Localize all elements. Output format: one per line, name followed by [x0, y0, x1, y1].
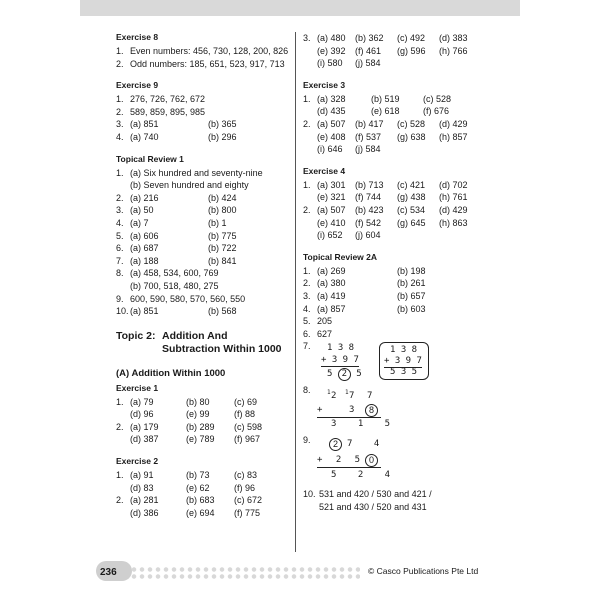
answer-cell: (a) 851	[130, 119, 159, 130]
addition-middle: + 2 5	[317, 455, 365, 466]
answer-cell: (a) 7	[130, 217, 149, 228]
answer-row	[303, 105, 493, 118]
answer-cell: (b) 519	[371, 93, 400, 104]
exercise-2-answers	[116, 469, 286, 519]
answer-row	[303, 143, 493, 156]
answer-cell: (b) 362	[355, 33, 384, 43]
question-number: 3.	[303, 290, 311, 301]
answer-row	[303, 131, 493, 144]
answer-cell: (i) 580	[317, 58, 343, 69]
answer-cell: (a) 507	[317, 204, 346, 215]
answer-row	[116, 469, 286, 482]
question-number: 6.	[303, 328, 311, 339]
question-number: 4.	[116, 217, 124, 228]
question-number: 1.	[116, 396, 124, 407]
answer-row	[303, 93, 493, 106]
question-10	[303, 488, 493, 513]
addition-top: 1 3 8	[327, 343, 355, 354]
answer-cell: (d) 702	[439, 179, 468, 190]
answer-cell: (j) 604	[355, 230, 381, 241]
answer-cell: 589, 859, 895, 985	[130, 106, 206, 117]
addition-top: 1 3 8	[390, 345, 418, 356]
circled-digit: 2	[338, 368, 351, 381]
question-number: 1.	[303, 265, 311, 276]
answer-text: Odd numbers: 185, 651, 523, 917, 713	[130, 58, 285, 69]
answer-cell: (a) 281	[130, 495, 159, 506]
answer-row	[116, 494, 286, 507]
question-number: 10.	[116, 306, 129, 317]
answer-cell: (a) 480	[317, 33, 346, 43]
boxed-working	[379, 342, 429, 380]
result-digit: 5	[327, 369, 333, 380]
section-a-heading: (A) Addition Within 1000	[116, 367, 226, 379]
copyright-notice: © Casco Publications Pte Ltd	[368, 566, 479, 576]
addition-middle-row	[317, 453, 381, 468]
topic-heading	[116, 330, 286, 356]
exercise-4-heading: Exercise 4	[303, 165, 346, 176]
exercise-8-heading: Exercise 8	[116, 32, 159, 42]
answer-cell: (g) 645	[397, 217, 426, 228]
answer-cell: (a) 188	[130, 255, 159, 266]
topical-review-1-answers	[116, 167, 286, 318]
addition-middle-row	[317, 404, 381, 418]
question-number: 2.	[303, 278, 311, 289]
answer-cell: (d) 383	[439, 33, 468, 43]
answer-row	[303, 328, 493, 341]
answer-row	[116, 118, 286, 131]
question-number: 2.	[116, 192, 124, 203]
answer-row	[116, 45, 289, 58]
addition-top: 7	[349, 391, 355, 402]
question-number: 5.	[116, 230, 124, 241]
answer-row	[116, 242, 286, 255]
question-number: 2.	[116, 106, 124, 117]
answer-line: 531 and 420 / 530 and 421 /	[319, 489, 432, 500]
result-digit: 5	[356, 369, 362, 380]
answer-cell: (b) 417	[355, 118, 384, 129]
answer-cell: (f) 542	[355, 217, 382, 228]
question-number: 4.	[303, 303, 311, 314]
exercise-2-continued-answers	[303, 32, 493, 70]
answer-cell: (b) 775	[208, 230, 237, 241]
answer-cell: (b) 841	[208, 255, 237, 266]
question-number: 8.	[303, 385, 311, 396]
answer-cell: (a) 380	[317, 278, 346, 289]
answer-row	[116, 217, 286, 230]
answer-cell: (b) 603	[397, 303, 426, 314]
answer-cell: (c) 598	[234, 421, 263, 432]
answer-cell: (c) 528	[397, 118, 426, 129]
answer-cell: (j) 584	[355, 144, 381, 155]
answer-cell: (a) 301	[317, 179, 346, 190]
answer-cell: (e) 99	[186, 409, 210, 420]
answer-cell: (f) 461	[355, 45, 382, 56]
top-banner	[80, 0, 520, 16]
answer-row	[116, 293, 286, 306]
answer-cell: (f) 96	[234, 482, 256, 493]
answer-cell: 627	[317, 328, 333, 339]
question-number: 3.	[303, 33, 311, 43]
exercise-3-answers	[303, 93, 493, 156]
answer-cell: (a) 419	[317, 290, 346, 301]
answer-cell: (e) 789	[186, 434, 215, 445]
answer-cell: (b) 289	[186, 421, 215, 432]
answer-cell: (c) 421	[397, 179, 426, 190]
answer-cell: (d) 429	[439, 204, 468, 215]
answer-cell: (b) 713	[355, 179, 384, 190]
answer-cell: (b) 73	[186, 470, 210, 481]
answer-cell: (b) 424	[208, 192, 237, 203]
question-number: 2.	[303, 118, 311, 129]
answer-cell: (e) 410	[317, 217, 346, 228]
question-number: 7.	[303, 341, 311, 352]
addition-top: 7	[367, 391, 373, 402]
question-number: 1.	[116, 94, 124, 105]
question-number: 3.	[116, 205, 124, 216]
exercise-1-answers	[116, 396, 286, 446]
answer-cell: (a) 91	[130, 470, 154, 481]
question-number: 3.	[116, 119, 124, 130]
answer-cell: 205	[317, 316, 333, 327]
answer-cell: (c) 83	[234, 470, 258, 481]
answer-row	[303, 265, 493, 278]
answer-cell: (d) 386	[130, 507, 159, 518]
question-number: 2.	[303, 204, 311, 215]
answer-cell: (h) 857	[439, 131, 468, 142]
answer-cell: (b) 800	[208, 205, 237, 216]
topic-title: Addition And Subtraction Within 1000	[162, 329, 282, 355]
answer-cell: 276, 726, 762, 672	[130, 94, 206, 105]
answer-row	[303, 303, 493, 316]
addition-result	[327, 368, 362, 381]
answer-line: 521 and 430 / 520 and 431	[319, 501, 427, 512]
answer-cell: (c) 69	[234, 396, 258, 407]
answer-cell: (b) 700, 518, 480, 275	[130, 280, 219, 291]
answer-cell: (a) 851	[130, 306, 159, 317]
answer-row	[303, 204, 493, 217]
question-number: 6.	[116, 243, 124, 254]
answer-row	[116, 482, 286, 495]
answer-row	[116, 267, 286, 280]
plus-sign: +	[317, 405, 323, 416]
exercise-9-answers	[116, 93, 286, 143]
answer-cell: (e) 392	[317, 45, 346, 56]
question-number: 1.	[303, 93, 311, 104]
exercise-4-answers	[303, 179, 493, 242]
answer-cell: (a) 857	[317, 303, 346, 314]
answer-cell: (h) 766	[439, 45, 468, 56]
exercise-1-heading: Exercise 1	[116, 382, 159, 393]
page-number: 236	[100, 567, 117, 578]
answer-row	[116, 408, 286, 421]
exercise-3-heading: Exercise 3	[303, 79, 346, 90]
question-number: 5.	[303, 316, 311, 327]
decorative-dots	[130, 566, 360, 580]
answer-cell: (a) 740	[130, 131, 159, 142]
answer-row	[116, 93, 286, 106]
answer-cell: (b) 423	[355, 204, 384, 215]
answer-cell: (b) 1	[208, 217, 227, 228]
answer-row	[116, 179, 286, 192]
answer-cell: (b) 657	[397, 290, 426, 301]
answer-row	[116, 58, 286, 71]
question-number: 8.	[116, 268, 124, 279]
topical-review-2a-answers	[303, 265, 493, 341]
question-7	[303, 342, 493, 380]
addition-result: 5 3 5	[390, 367, 418, 378]
answer-cell: (e) 321	[317, 192, 346, 203]
answer-cell: (e) 694	[186, 507, 215, 518]
answer-cell: (c) 528	[423, 93, 452, 104]
answer-cell: (b) 296	[208, 131, 237, 142]
carry-digit: 1	[345, 389, 349, 397]
answer-cell: (a) 50	[130, 205, 154, 216]
answer-row	[303, 229, 493, 242]
answer-row	[116, 106, 286, 119]
question-number: 10.	[303, 489, 316, 500]
answer-cell: (a) 687	[130, 243, 159, 254]
left-column	[116, 32, 289, 519]
answer-row	[303, 277, 493, 290]
answer-cell: (d) 429	[439, 118, 468, 129]
addition-top: 2	[331, 391, 337, 402]
answer-row	[116, 396, 286, 409]
answer-cell: (b) Seven hundred and eighty	[130, 180, 249, 191]
answer-cell: (e) 408	[317, 131, 346, 142]
answer-row	[303, 118, 493, 131]
answer-cell: (e) 618	[371, 106, 400, 117]
answer-cell: 600, 590, 580, 570, 560, 550	[130, 293, 246, 304]
answer-cell: (a) 269	[317, 265, 346, 276]
circled-digit: 2	[329, 438, 342, 451]
answer-cell: (b) 365	[208, 119, 237, 130]
answer-row	[116, 255, 286, 268]
answer-row	[303, 315, 493, 328]
question-number: 1.	[116, 167, 124, 178]
answer-cell: (f) 676	[423, 106, 450, 117]
exercise-9-heading: Exercise 9	[116, 80, 159, 91]
answer-row	[116, 507, 286, 520]
addition-middle: + 3 9 7	[321, 355, 359, 366]
answer-cell: (a) 507	[317, 118, 346, 129]
answer-cell: (g) 638	[397, 131, 426, 142]
topic-number: Topic 2:	[116, 329, 156, 342]
answer-cell: (b) 722	[208, 243, 237, 254]
right-column	[303, 32, 493, 513]
addition-middle: 3	[349, 405, 355, 416]
answer-cell: (c) 672	[234, 495, 263, 506]
answer-row	[116, 204, 286, 217]
answer-row	[303, 45, 493, 58]
answer-row	[116, 131, 286, 144]
answer-cell: (f) 537	[355, 131, 382, 142]
answer-cell: (g) 438	[397, 192, 426, 203]
topical-review-2a-heading: Topical Review 2A	[303, 251, 378, 262]
question-number: 9.	[303, 435, 311, 446]
answer-cell: (f) 775	[234, 507, 261, 518]
question-number: 2.	[116, 58, 124, 69]
answer-cell: (h) 863	[439, 217, 468, 228]
answer-cell: (d) 96	[130, 409, 154, 420]
answer-cell: (e) 62	[186, 482, 210, 493]
answer-cell: (a) 216	[130, 192, 159, 203]
answer-cell: (f) 744	[355, 192, 382, 203]
answer-row	[116, 433, 286, 446]
topical-review-1-heading: Topical Review 1	[116, 153, 184, 164]
question-number: 1.	[116, 46, 124, 56]
answer-cell: (a) 606	[130, 230, 159, 241]
circled-digit: 0	[365, 454, 378, 467]
question-number: 9.	[116, 293, 124, 304]
question-number: 2.	[116, 495, 124, 506]
answer-cell: (b) 683	[186, 495, 215, 506]
answer-cell: (a) 179	[130, 421, 159, 432]
answer-row	[116, 280, 286, 293]
question-9	[303, 436, 493, 480]
addition-result: 5 2 4	[331, 470, 399, 481]
answer-cell: (a) 328	[317, 93, 346, 104]
answer-row	[303, 217, 493, 230]
answer-cell: (f) 967	[234, 434, 261, 445]
answer-row	[116, 167, 286, 180]
answer-cell: (c) 492	[397, 33, 426, 43]
answer-cell: (j) 584	[355, 58, 381, 69]
addition-middle: + 3 9 7	[384, 356, 422, 367]
column-divider	[295, 32, 296, 552]
question-number: 4.	[116, 131, 124, 142]
answer-cell: (h) 761	[439, 192, 468, 203]
circled-digit: 8	[365, 404, 378, 417]
answer-row	[303, 290, 493, 303]
answer-cell: (a) 79	[130, 396, 154, 407]
answer-cell: (d) 435	[317, 106, 346, 117]
answer-row	[303, 179, 493, 192]
question-number: 7.	[116, 255, 124, 266]
exercise-2-heading: Exercise 2	[116, 456, 159, 467]
question-number: 1.	[303, 179, 311, 190]
answer-row	[116, 230, 286, 243]
answer-cell: (i) 646	[317, 144, 343, 155]
answer-row	[303, 57, 493, 70]
question-number: 1.	[116, 470, 124, 481]
answer-row	[116, 305, 286, 318]
answer-row	[116, 192, 286, 205]
question-8	[303, 386, 493, 430]
addition-top: 7 4	[347, 439, 388, 450]
answer-cell: (d) 83	[130, 482, 154, 493]
answer-cell: (a) 458, 534, 600, 769	[130, 268, 219, 279]
answer-cell: (b) 568	[208, 306, 237, 317]
answer-row	[116, 421, 286, 434]
answer-row	[303, 191, 493, 204]
answer-cell: (g) 596	[397, 45, 426, 56]
answer-cell: (i) 652	[317, 230, 343, 241]
question-number: 2.	[116, 421, 124, 432]
addition-result: 3 1 5	[331, 419, 399, 430]
answer-row	[303, 32, 493, 45]
answer-cell: (b) 80	[186, 396, 210, 407]
answer-cell: (c) 534	[397, 204, 426, 215]
answer-cell: (d) 387	[130, 434, 159, 445]
answer-text: Even numbers: 456, 730, 128, 200, 826	[130, 46, 289, 56]
answer-cell: (a) Six hundred and seventy-nine	[130, 167, 263, 178]
answer-cell: (b) 198	[397, 265, 426, 276]
answer-cell: (b) 261	[397, 278, 426, 289]
exercise-8-answers	[116, 45, 289, 70]
carry-digit: 1	[327, 389, 331, 397]
answer-cell: (f) 88	[234, 409, 256, 420]
